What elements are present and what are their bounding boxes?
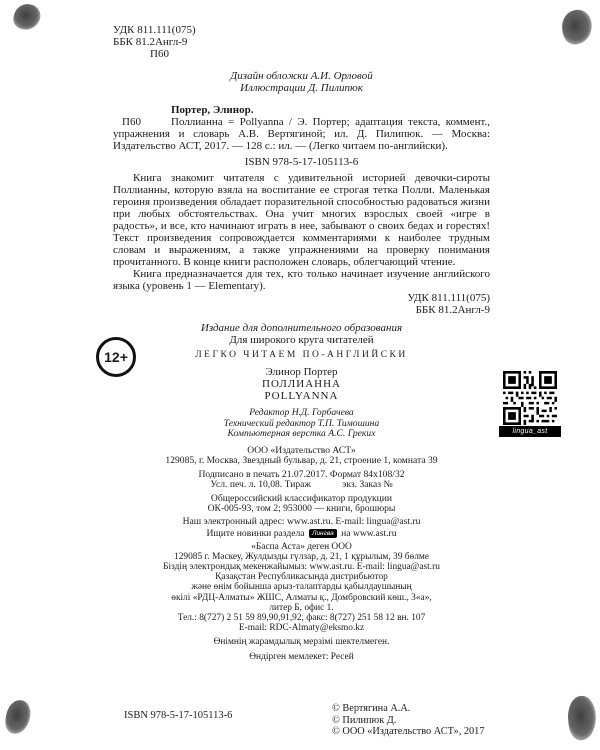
kazakh-imprint-line: литер Б, офис 1.	[269, 602, 334, 613]
classification-block-bottom	[113, 292, 490, 316]
classifier-line-2: ОК-005-93, том 2; 953000 — книги, брошюры	[207, 503, 396, 514]
kazakh-imprint-line: өкілі «РДЦ-Алматы» ЖШС, Алматы қ., Домбровский көш., 3«а»,	[171, 592, 432, 603]
book-title-ru: ПОЛЛИАННА	[262, 378, 341, 390]
age-rating-label: 12+	[104, 349, 128, 365]
author-heading: Портер, Элинор.	[171, 104, 254, 116]
qr-code-label: lingua_ast	[499, 426, 561, 437]
kazakh-imprint-line: және өнім бойынша арыз-талаптарды қабылдаушының	[191, 582, 412, 593]
print-run-line: Усл. печ. л. 10,08. Тираж экз. Заказ №	[210, 479, 393, 490]
footer-isbn: ISBN 978-5-17-105113-6	[124, 710, 233, 721]
catalog-entry	[113, 116, 490, 152]
scan-artifact-bottom-right	[566, 695, 598, 742]
copyright-block	[332, 703, 484, 738]
shelf-life-line: Өнімнің жарамдылық мерзімі шектелмеген.	[213, 637, 390, 648]
classification-block	[113, 24, 490, 60]
kazakh-imprint-line: «Баспа Аста» деген ООО	[251, 541, 352, 552]
bbk-code-bottom: ББК 81.2Англ-9	[415, 304, 490, 316]
tech-editor-credit: Технический редактор Т.П. Тимошина	[223, 417, 380, 429]
copyright-line: © Пилипюк Д.	[332, 714, 397, 726]
udc-code-bottom: УДК 811.111(075)	[407, 292, 490, 304]
book-title-en: POLLYANNA	[264, 390, 339, 402]
promo-line	[113, 529, 490, 540]
promo-text-after: на www.ast.ru	[341, 528, 397, 539]
bbk-code: ББК 81.2Англ-9	[113, 36, 188, 48]
credits-block	[113, 70, 490, 94]
lingua-logo: Лингва	[309, 529, 337, 538]
kazakh-imprint-line: Тел.: 8(727) 2 51 59 89,90,91,92, факс: 8(727) 251 58 12 вн. 107	[177, 612, 426, 623]
book-code: П60	[150, 48, 169, 60]
qr-code-icon	[503, 371, 557, 425]
annotation-paragraph-1: Книга знакомит читателя с удивительной историей девочки-сироты Поллианны, которую взяла на воспитание ее строгая тетка Полли. Маленькая героиня произведения обладает поразительной способностью радоваться жизни при любых обстоятельствах. Она учит многих взрослых своей «игре в радость», и все, кто начинают играть в нее, забывают о своих бедах и горестях! Текст произведения сопровождается комментариями к наиболее трудным словам и выражениям, а также упражнениями на проверку понимания прочитанного. В конце книги расположен словарь, облегчающий чтение.	[113, 172, 490, 268]
bibliographic-description: Поллианна = Pollyanna / Э. Портер; адаптация текста, коммент., упражнения и словарь А.В. Вертягиной; ил. Д. Пилипюк. — Москва: Издательство АСТ, 2017. — 128 с.: ил. — (Легко читаем по-английски).	[113, 116, 490, 152]
copyright-line: © Вертягина А.А.	[332, 703, 411, 714]
book-author: Элинор Портер	[265, 366, 338, 378]
copyright-line: © ООО «Издательство АСТ», 2017	[332, 726, 485, 738]
audience-line: Для широкого круга читателей	[229, 334, 374, 346]
isbn-line: ISBN 978-5-17-105113-6	[244, 156, 359, 168]
annotation-paragraph-2: Книга предназначается для тех, кто только начинает изучение английского языка (уровень 1 — Elementary).	[113, 268, 490, 292]
publisher-name: ООО «Издательство АСТ»	[247, 444, 356, 456]
editor-credit: Редактор Н.Д. Горбачева	[249, 407, 354, 418]
print-date-line: Подписано в печать 21.07.2017. Формат 84х108/32	[198, 468, 405, 480]
series-title: ЛЕГКО ЧИТАЕМ ПО-АНГЛИЙСКИ	[195, 350, 408, 360]
udc-code: УДК 811.111(075)	[113, 24, 196, 36]
kazakh-imprint-line: 129085 г. Мәскеу, Жулдызды гүлзар, д. 21, 1 құрылым, 39 бөлме	[174, 551, 429, 562]
catalog-code: П60	[122, 116, 141, 128]
kazakh-imprint-line: Қазақстан Республикасында дистрибьютор	[215, 572, 388, 583]
edition-type-line: Издание для дополнительного образования	[200, 322, 403, 334]
cover-design-credit: Дизайн обложки А.И. Орловой	[230, 70, 373, 82]
scan-artifact-bottom-left	[4, 698, 32, 735]
kazakh-imprint-block	[113, 542, 490, 634]
imprint-center-block	[113, 322, 490, 662]
layout-credit: Компьютерная верстка А.С. Греких	[227, 428, 376, 439]
publisher-address: 129085, г. Москва, Звездный бульвар, д. 21, строение 1, комната 39	[165, 455, 438, 466]
qr-code-block	[499, 371, 561, 437]
scan-artifact-top-left	[11, 1, 43, 33]
age-rating-badge	[96, 337, 136, 377]
promo-text-before: Ищите новинки раздела	[206, 528, 305, 539]
kazakh-imprint-line: Біздің электрондық мекенжайымыз: www.ast.ru. E-mail: lingua@ast.ru	[163, 561, 440, 572]
illustrations-credit: Иллюстрации Д. Пилипюк	[240, 82, 363, 94]
email-line: Наш электронный адрес: www.ast.ru. E-mail: lingua@ast.ru	[182, 515, 421, 527]
scan-artifact-top-right	[559, 8, 594, 47]
origin-country-line: Өндірген мемлекет: Ресей	[249, 651, 354, 662]
kazakh-imprint-line: E-mail: RDC-Almaty@eksmo.kz	[238, 623, 365, 634]
text-column	[113, 24, 490, 662]
classifier-line-1: Общероссийский классификатор продукции	[210, 492, 393, 504]
